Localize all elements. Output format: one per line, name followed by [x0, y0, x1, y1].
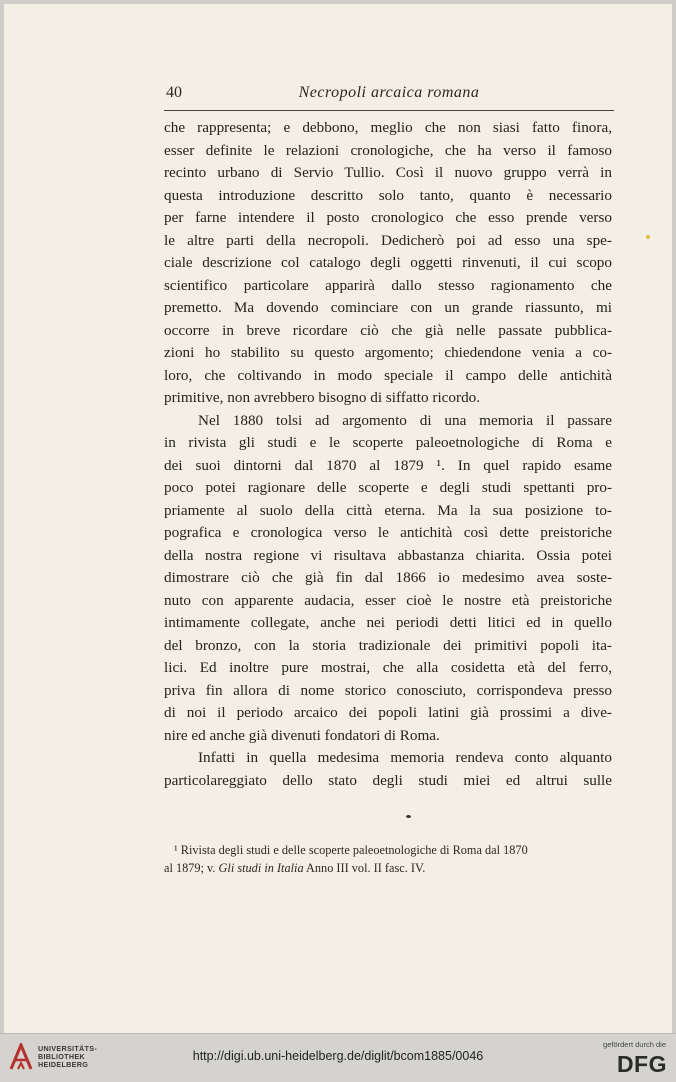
- paragraph-start-line: Infatti in quella medesima memoria rendeva conto alquanto: [198, 749, 612, 766]
- body-line: esser definite le relazioni cronologiche, che ha verso il famoso: [164, 141, 612, 159]
- running-title: Necropoli arcaica romana: [298, 84, 480, 101]
- footnotes: [164, 841, 612, 877]
- body-text: [164, 117, 612, 792]
- body-line: intimamente collegate, anche nei periodi detti litici ed in quello: [164, 614, 612, 631]
- body-line: pografica e cronologica verso le antichità così dette preistoriche: [164, 524, 612, 541]
- body-line: ciale descrizione col catalogo degli oggetti rinvenuti, il cui scopo: [164, 254, 612, 271]
- paragraph-start-line: Nel 1880 tolsi ad argomento di una memoria il passare: [198, 411, 612, 429]
- header-rule: [164, 110, 614, 111]
- body-line: poco potei ragionare delle scoperte e degli studi spettanti pro-: [164, 479, 612, 496]
- footnote-text: al 1879; v.: [164, 861, 216, 875]
- body-line: scientifico particolare apparirà dallo stesso ragionamento che: [164, 276, 612, 294]
- paragraph-end-line: nire ed anche già divenuti fondatori di Roma.: [164, 726, 440, 744]
- body-line: del bronzo, con la storia tradizionale dei primitivi popoli ita-: [164, 636, 612, 654]
- funded-by-label: gefördert durch die: [603, 1040, 666, 1049]
- body-line: zioni ho stabilito su questo argomento; chiedendone venia a co-: [164, 344, 612, 361]
- body-line: recinto urbano di Servio Tullio. Così il nuovo gruppo verrà in: [164, 164, 612, 181]
- body-line: le altre parti della necropoli. Dedicherò poi ad esso una spe-: [164, 231, 612, 249]
- body-line: occorre in breve ricordare ciò che già nelle passate pubblica-: [164, 321, 612, 339]
- body-line: dei suoi dintorni dal 1870 al 1879 ¹. In quel rapido esame: [164, 456, 612, 474]
- body-line: della nostra regione vi risultava abbastanza chiarita. Ossia potei: [164, 546, 612, 564]
- library-name: UNIVERSITÄTS- BIBLIOTHEK HEIDELBERG: [38, 1044, 98, 1070]
- footnote-text: Anno III vol. II fasc. IV.: [306, 861, 426, 875]
- body-line: dimostrare ciò che già fin dal 1866 io medesimo avea soste-: [164, 569, 612, 586]
- body-line: loro, che coltivando in modo speciale il campo delle antichità: [164, 366, 612, 384]
- paragraph-end-line: primitive, non avrebbero bisogno di siffatto ricordo.: [164, 389, 481, 406]
- dfg-logo[interactable]: DFG: [616, 1051, 667, 1077]
- body-line: premetto. Ma dovendo cominciare con un grande riassunto, mi: [164, 299, 612, 316]
- body-line: lici. Ed inoltre pure mostrai, che alla cosidetta età del ferro,: [164, 659, 612, 676]
- body-line: priamente al suolo della città eterna. Ma la sua posizione to-: [164, 501, 612, 519]
- page-number: 40: [166, 84, 182, 101]
- body-line: priva fin allora di nome storico conosciuto, corrispondeva presso: [164, 681, 612, 699]
- body-line: in rivista gli studi e le scoperte paleoetnologiche di Roma e: [164, 434, 612, 451]
- footnote-journal-title: Gli studi in Italia: [218, 861, 304, 875]
- body-line: che rappresenta; e debbono, meglio che non siasi fatto finora,: [164, 119, 612, 136]
- permalink-url[interactable]: http://digi.ub.uni-heidelberg.de/diglit/bcom1885/0046: [192, 1049, 484, 1063]
- body-line: nuto con apparente audacia, esser cioè le nostre età preistoriche: [164, 591, 612, 609]
- body-line: particolareggiato dello stato degli studi miei ed altrui sulle: [164, 771, 612, 789]
- running-head: [164, 84, 614, 106]
- viewer-footer: [0, 1033, 676, 1082]
- scan-speck: [646, 235, 650, 239]
- body-line: per farne intendere il posto cronologico che esso prende verso: [164, 209, 612, 226]
- footnote-line: ¹ Rivista degli studi e delle scoperte paleoetnologiche di Roma dal 1870: [174, 843, 528, 857]
- body-line: di noi il periodo arcaico dei popoli latini già prossimi a dive-: [164, 704, 612, 721]
- scan-speck: [406, 815, 411, 818]
- body-line: questa introduzione descritto solo tanto, quanto è necessario: [164, 186, 612, 204]
- footnote-line: [164, 859, 612, 877]
